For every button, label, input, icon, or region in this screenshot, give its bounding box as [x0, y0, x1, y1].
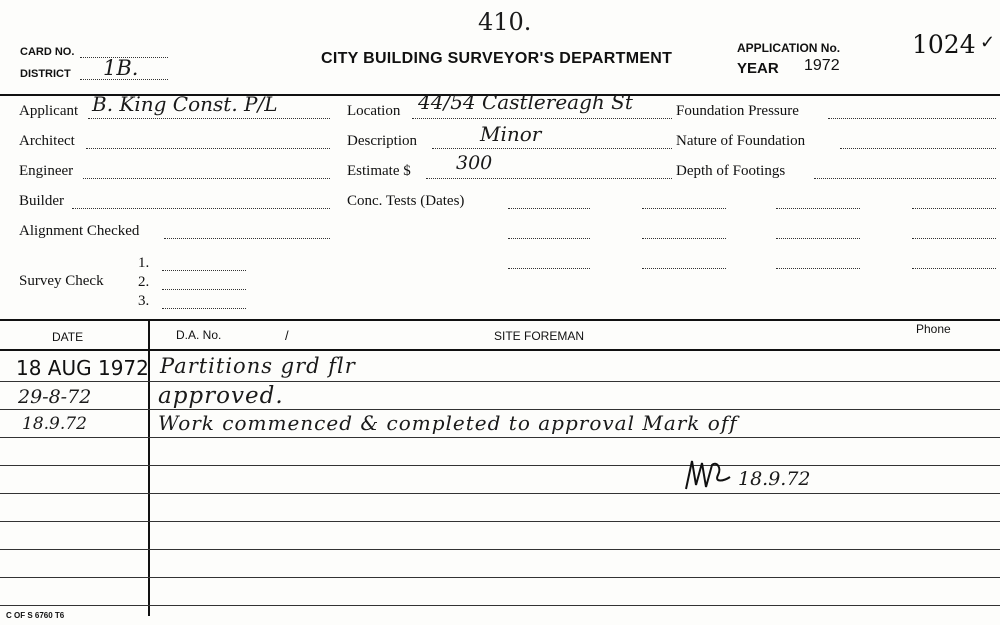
district-value: 1B.	[103, 56, 139, 80]
conc-test-slot	[508, 208, 590, 209]
depth-footings-line	[814, 178, 996, 179]
survey-line-1	[162, 270, 246, 271]
conc-test-slot	[776, 268, 860, 269]
signature-date: 18.9.72	[738, 468, 811, 490]
conc-test-slot	[912, 208, 996, 209]
architect-line	[86, 148, 330, 149]
table-row-line	[0, 605, 1000, 606]
table-header-rule	[0, 349, 1000, 351]
year-label: YEAR	[737, 60, 779, 77]
phone-header: Phone	[916, 322, 951, 336]
engineer-line	[83, 178, 330, 179]
department-title: CITY BUILDING SURVEYOR'S DEPARTMENT	[321, 50, 673, 67]
conc-test-slot	[912, 268, 996, 269]
location-value: 44/54 Castlereagh St	[418, 90, 633, 114]
builder-label: Builder	[19, 193, 64, 209]
entry-text: approved.	[158, 383, 284, 409]
check-icon: ✓	[980, 32, 996, 52]
description-label: Description	[347, 133, 417, 149]
conc-test-slot	[776, 208, 860, 209]
year-value: 1972	[804, 57, 840, 74]
estimate-value: 300	[456, 152, 493, 174]
nature-foundation-label: Nature of Foundation	[676, 133, 806, 149]
applicant-label: Applicant	[19, 103, 79, 119]
application-no-value: 1024	[912, 30, 976, 59]
foundation-pressure-label: Foundation Pressure	[676, 103, 799, 119]
location-line	[412, 118, 672, 119]
builder-line	[72, 208, 330, 209]
survey-num-2: 2.	[138, 274, 150, 290]
conc-test-slot	[508, 268, 590, 269]
conc-test-slot	[776, 238, 860, 239]
da-slash: /	[285, 328, 289, 343]
engineer-label: Engineer	[19, 163, 74, 179]
entry-date: 18.9.72	[22, 414, 87, 434]
conc-tests-label: Conc. Tests (Dates)	[347, 193, 465, 209]
entry-text: Partitions grd flr	[160, 354, 356, 378]
form-code: C OF S 6760 T6	[6, 611, 65, 620]
date-header: DATE	[52, 330, 84, 344]
conc-test-slot	[508, 238, 590, 239]
conc-test-slot	[642, 268, 726, 269]
table-top-rule	[0, 319, 1000, 321]
survey-num-1: 1.	[138, 255, 150, 271]
entry-text: Work commenced & completed to approval Mark off	[158, 411, 738, 435]
table-row-line	[0, 521, 1000, 522]
table-row-line	[0, 465, 1000, 466]
applicant-line	[88, 118, 330, 119]
signature-scribble	[682, 455, 738, 495]
alignment-label: Alignment Checked	[19, 223, 140, 239]
location-label: Location	[347, 103, 401, 119]
description-line	[432, 148, 672, 149]
table-row-line	[0, 409, 1000, 410]
conc-test-slot	[642, 238, 726, 239]
conc-test-slot	[912, 238, 996, 239]
alignment-line	[164, 238, 330, 239]
table-row-line	[0, 493, 1000, 494]
entry-date: 29-8-72	[18, 386, 92, 408]
conc-test-slot	[642, 208, 726, 209]
table-row-line	[0, 381, 1000, 382]
applicant-value: B. King Const. P/L	[92, 92, 278, 116]
survey-check-label: Survey Check	[19, 273, 104, 289]
card-no-label: CARD NO.	[20, 46, 75, 58]
application-no-label: APPLICATION No.	[737, 41, 841, 55]
architect-label: Architect	[19, 133, 75, 149]
table-row-line	[0, 577, 1000, 578]
table-row-line	[0, 437, 1000, 438]
da-header: D.A. No.	[176, 328, 222, 342]
table-row-line	[0, 549, 1000, 550]
estimate-line	[426, 178, 672, 179]
description-value: Minor	[480, 122, 542, 146]
survey-line-3	[162, 308, 246, 309]
foundation-pressure-line	[828, 118, 996, 119]
survey-num-3: 3.	[138, 293, 150, 309]
estimate-label: Estimate $	[347, 163, 411, 179]
district-label: DISTRICT	[20, 68, 71, 80]
survey-line-2	[162, 289, 246, 290]
entry-date: 18 AUG 1972	[16, 356, 149, 380]
depth-footings-label: Depth of Footings	[676, 163, 786, 179]
site-foreman-header: SITE FOREMAN	[494, 329, 585, 343]
nature-foundation-line	[840, 148, 996, 149]
top-number: 410.	[478, 8, 532, 36]
